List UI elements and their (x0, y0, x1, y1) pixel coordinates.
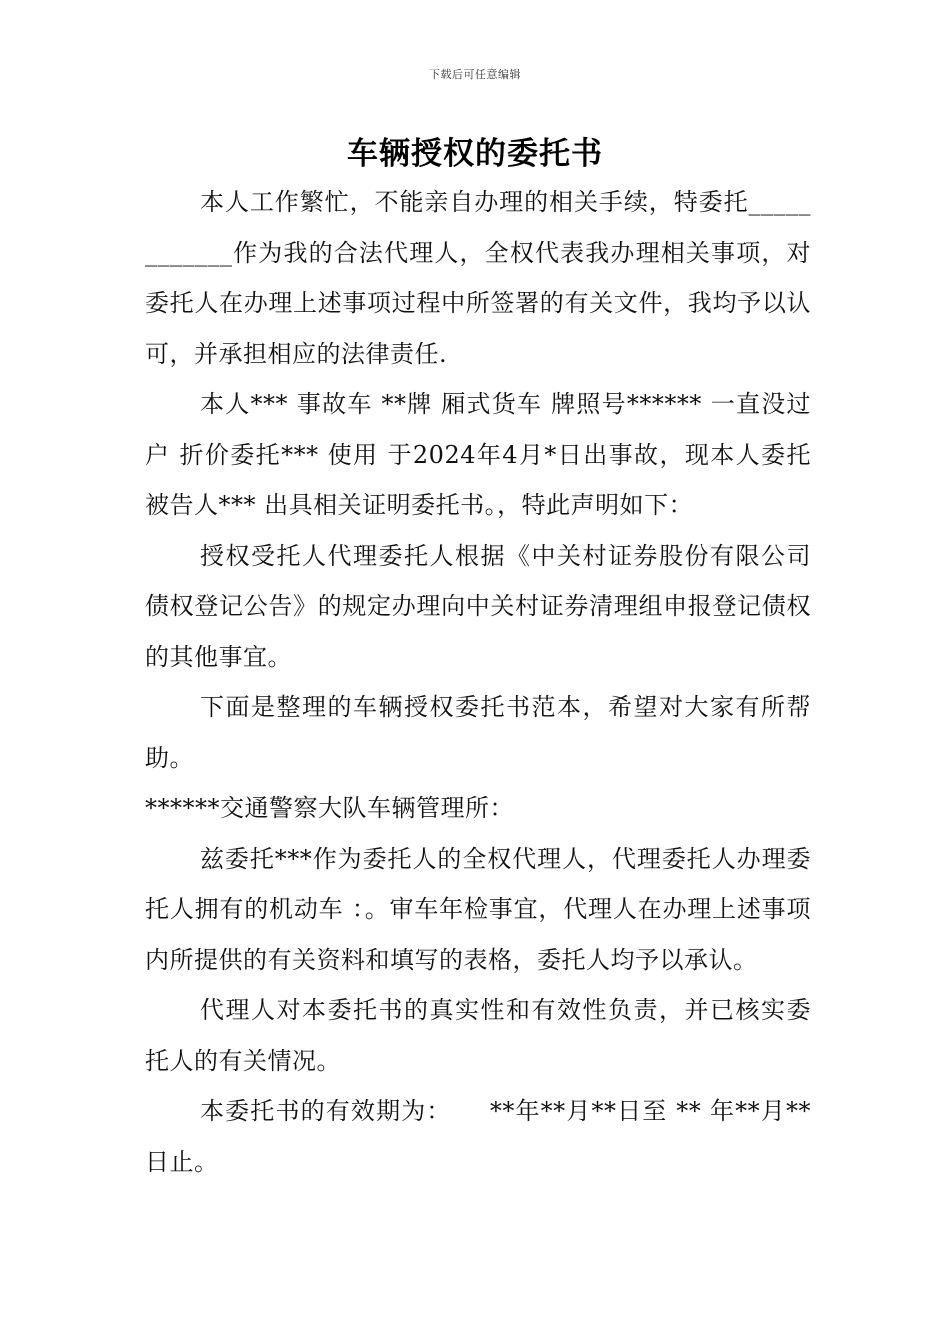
document-title: 车辆授权的委托书 (347, 136, 603, 172)
paragraph-accident-statement: 本人*** 事故车 **牌 厢式货车 牌照号****** 一直没过户 折价委托*** 使用 于2024年4月*日出事故，现本人委托被告人*** 出具相关证明委托书。，特此声明如下： (145, 390, 811, 519)
header-note: 下载后可任意编辑 (429, 68, 521, 81)
paragraph-responsibility: 代理人对本委托书的真实性和有效性负责，并已核实委托人的有关情况。 (145, 996, 811, 1075)
paragraph-debt-registration: 授权受托人代理委托人根据《中关村证券股份有限公司债权登记公告》的规定办理向中关村证券清理组申报登记债权的其他事宜。 (145, 541, 811, 671)
paragraph-validity-period: 本委托书的有效期为： **年**月**日至 ** 年**月**日止。 (145, 1097, 811, 1176)
paragraph-addressee: ******交通警察大队车辆管理所： (145, 794, 514, 822)
document-body (145, 177, 811, 1187)
paragraph-template-note: 下面是整理的车辆授权委托书范本，希望对大家有所帮助。 (145, 693, 811, 772)
paragraph-entrustment: 兹委托***作为委托人的全权代理人，代理委托人办理委托人拥有的机动车 ：。审车年检事宜，代理人在办理上述事项内所提供的有关资料和填写的表格，委托人均予以承认。 (145, 844, 811, 974)
paragraph-authorization-intro: 本人工作繁忙，不能亲自办理的相关手续，特委托____________作为我的合法代理人，全权代表我办理相关事项，对委托人在办理上述事项过程中所签署的有关文件，我均予以认可，并承担相应的法律责任. (145, 188, 811, 368)
